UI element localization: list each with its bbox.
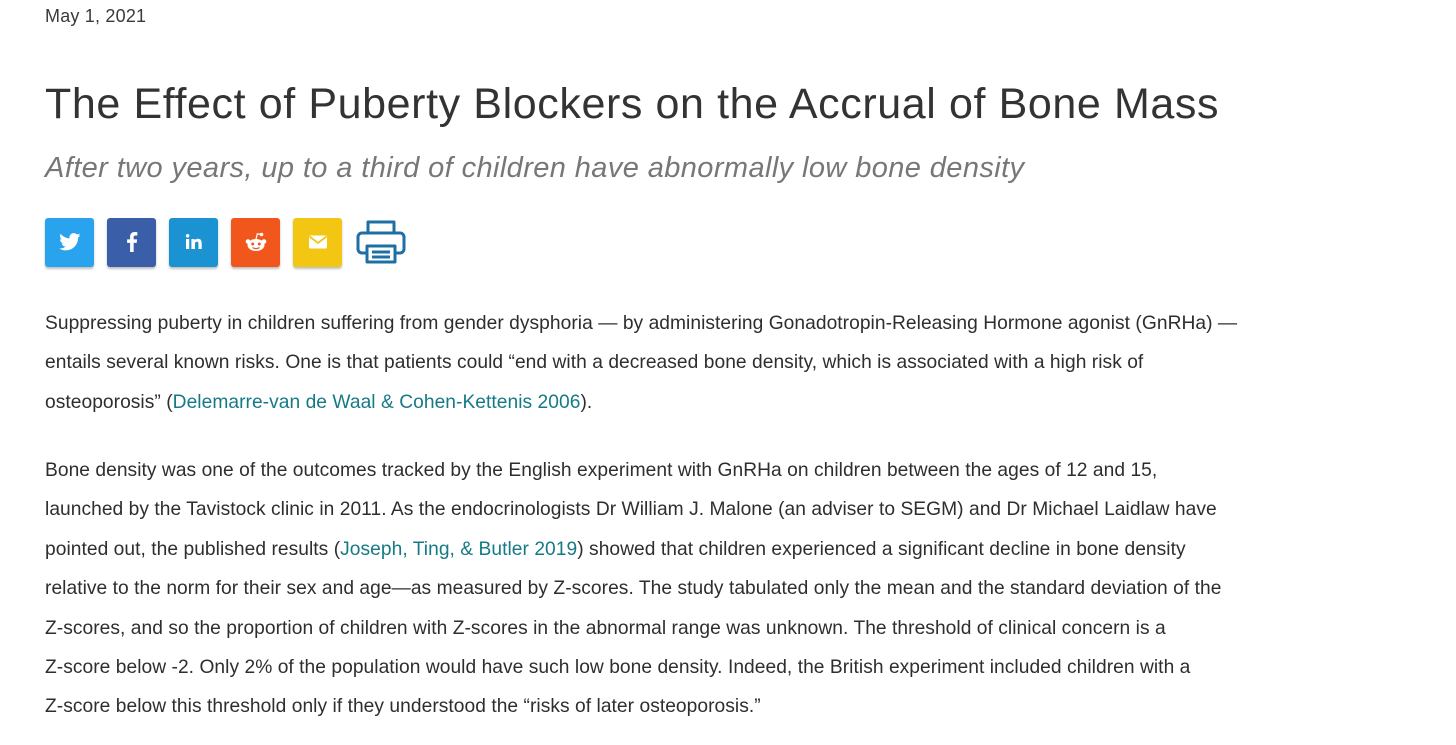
article-paragraph <box>45 304 1435 422</box>
share-linkedin-button[interactable] <box>169 218 218 267</box>
article-paragraph <box>45 451 1435 727</box>
text-line: Suppressing puberty in children suffering from gender dysphoria — by administering Gonadotropin-Releasing Hormone agonist (GnRHa) — <box>45 313 1238 334</box>
facebook-icon <box>126 232 138 252</box>
text-line: relative to the norm for their sex and age—as measured by Z-scores. The study tabulated only the mean and the standard deviation of the <box>45 578 1222 600</box>
share-reddit-button[interactable] <box>231 218 280 267</box>
text-line: Z-scores, and so the proportion of children with Z-scores in the abnormal range was unknown. The threshold of clinical concern is a <box>45 617 1166 639</box>
share-twitter-button[interactable] <box>45 218 94 267</box>
text-line: ). <box>580 391 593 413</box>
email-icon <box>308 234 328 250</box>
article-subtitle: After two years, up to a third of children have abnormally low bone density <box>45 152 1025 184</box>
publish-date: May 1, 2021 <box>45 6 147 26</box>
share-facebook-button[interactable] <box>107 218 156 267</box>
citation-link[interactable]: Delemarre-van de Waal & Cohen-Kettenis 2006 <box>172 391 581 413</box>
printer-icon <box>355 219 407 265</box>
share-bar <box>45 216 407 268</box>
share-email-button[interactable] <box>293 218 342 267</box>
citation-link[interactable]: Joseph, Ting, & Butler 2019 <box>340 538 578 560</box>
text-line: launched by the Tavistock clinic in 2011. As the endocrinologists Dr William J. Malone (an adviser to SEGM) and Dr Michael Laidlaw have <box>45 499 1217 521</box>
text-line: Z-score below -2. Only 2% of the population would have such low bone density. Indeed, the British experiment included children with a <box>45 657 1191 679</box>
reddit-icon <box>244 232 268 252</box>
linkedin-icon <box>185 233 203 251</box>
text-line: entails several known risks. One is that patients could “end with a decreased bone density, which is associated with a high risk of <box>45 352 1144 374</box>
text-line: ) showed that children experienced a significant decline in bone density <box>577 538 1186 560</box>
print-button[interactable] <box>355 216 407 268</box>
article-title: The Effect of Puberty Blockers on the Accrual of Bone Mass <box>45 80 1220 128</box>
text-line: Bone density was one of the outcomes tracked by the English experiment with GnRHa on children between the ages of 12 and 15, <box>45 460 1158 481</box>
twitter-icon <box>59 233 81 251</box>
text-line: osteoporosis” ( <box>45 391 173 413</box>
text-line: Z-score below this threshold only if they understood the “risks of later osteoporosis.” <box>45 696 761 718</box>
text-line: pointed out, the published results ( <box>45 538 341 560</box>
